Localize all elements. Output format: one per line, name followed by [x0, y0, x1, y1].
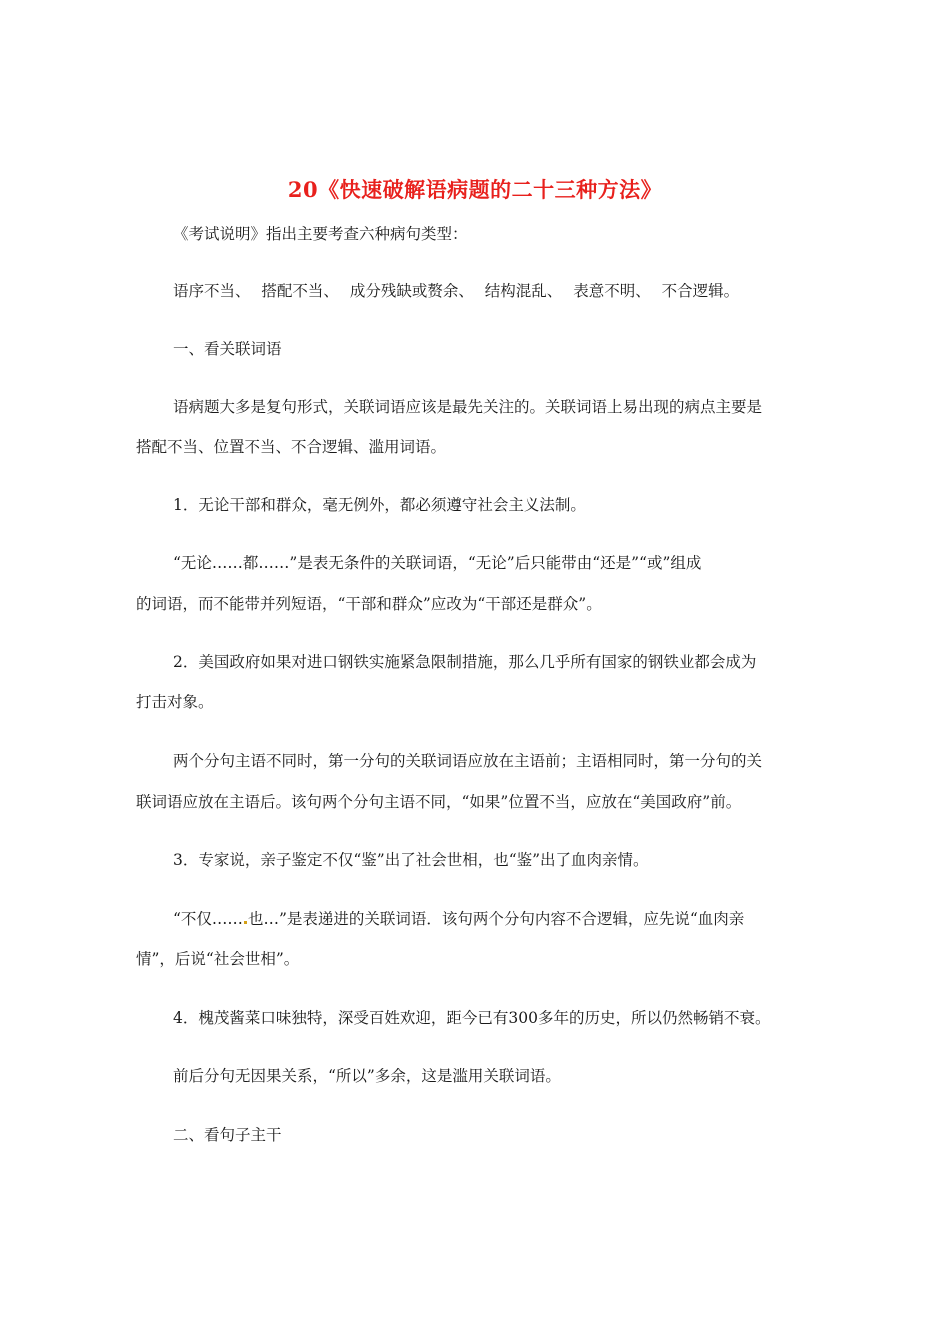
example-sentence-4: 4．槐茂酱菜口味独特，深受百姓欢迎，距今已有300多年的历史，所以仍然畅销不衰。 — [173, 1009, 771, 1027]
example-note-line: “无论……都……”是表无条件的关联词语，“无论”后只能带由“还是”“或”组成 — [173, 554, 702, 572]
example-sentence-2-cont: 打击对象。 — [136, 693, 214, 711]
example-note-line: 联词语应放在主语后。该句两个分句主语不同，“如果”位置不当，应放在“美国政府”前。 — [136, 793, 742, 811]
example-note-line: 的词语，而不能带并列短语，“干部和群众”应改为“干部还是群众”。 — [136, 595, 602, 613]
yellow-mark — [244, 921, 247, 924]
sentence-types: 语序不当、 搭配不当、 成分残缺或赘余、 结构混乱、 表意不明、 不合逻辑。 — [173, 282, 740, 300]
example-note-line — [173, 909, 853, 929]
example-sentence-2: 2．美国政府如果对进口钢铁实施紧急限制措施，那么几乎所有国家的钢铁业都会成为 — [173, 653, 757, 671]
document-title: 20《快速破解语病题的二十三种方法》 — [287, 177, 663, 202]
example-note-line: 两个分句主语不同时，第一分句的关联词语应放在主语前；主语相同时，第一分句的关 — [173, 752, 763, 770]
example-note-line: 前后分句无因果关系，“所以”多余，这是滥用关联词语。 — [173, 1067, 561, 1085]
note-fragment: “不仅…… — [173, 910, 243, 928]
example-sentence-3: 3．专家说，亲子鉴定不仅“鉴”出了社会世相，也“鉴”出了血肉亲情。 — [173, 851, 649, 869]
intro-text: 《考试说明》指出主要考查六种病句类型： — [173, 225, 468, 243]
note-fragment: 也…”是表递进的关联词语．该句两个分句内容不合逻辑，应先说“血肉亲 — [247, 910, 745, 928]
example-note-line: 情”，后说“社会世相”。 — [136, 950, 300, 968]
paragraph-line: 搭配不当、位置不当、不合逻辑、滥用词语。 — [136, 438, 447, 456]
section-heading-2: 二、看句子主干 — [173, 1126, 282, 1144]
example-sentence-1: 1．无论干部和群众，毫无例外，都必须遵守社会主义法制。 — [173, 496, 586, 514]
section-heading-1: 一、看关联词语 — [173, 340, 282, 358]
paragraph-line: 语病题大多是复句形式，关联词语应该是最先关注的。关联词语上易出现的病点主要是 — [173, 398, 763, 416]
